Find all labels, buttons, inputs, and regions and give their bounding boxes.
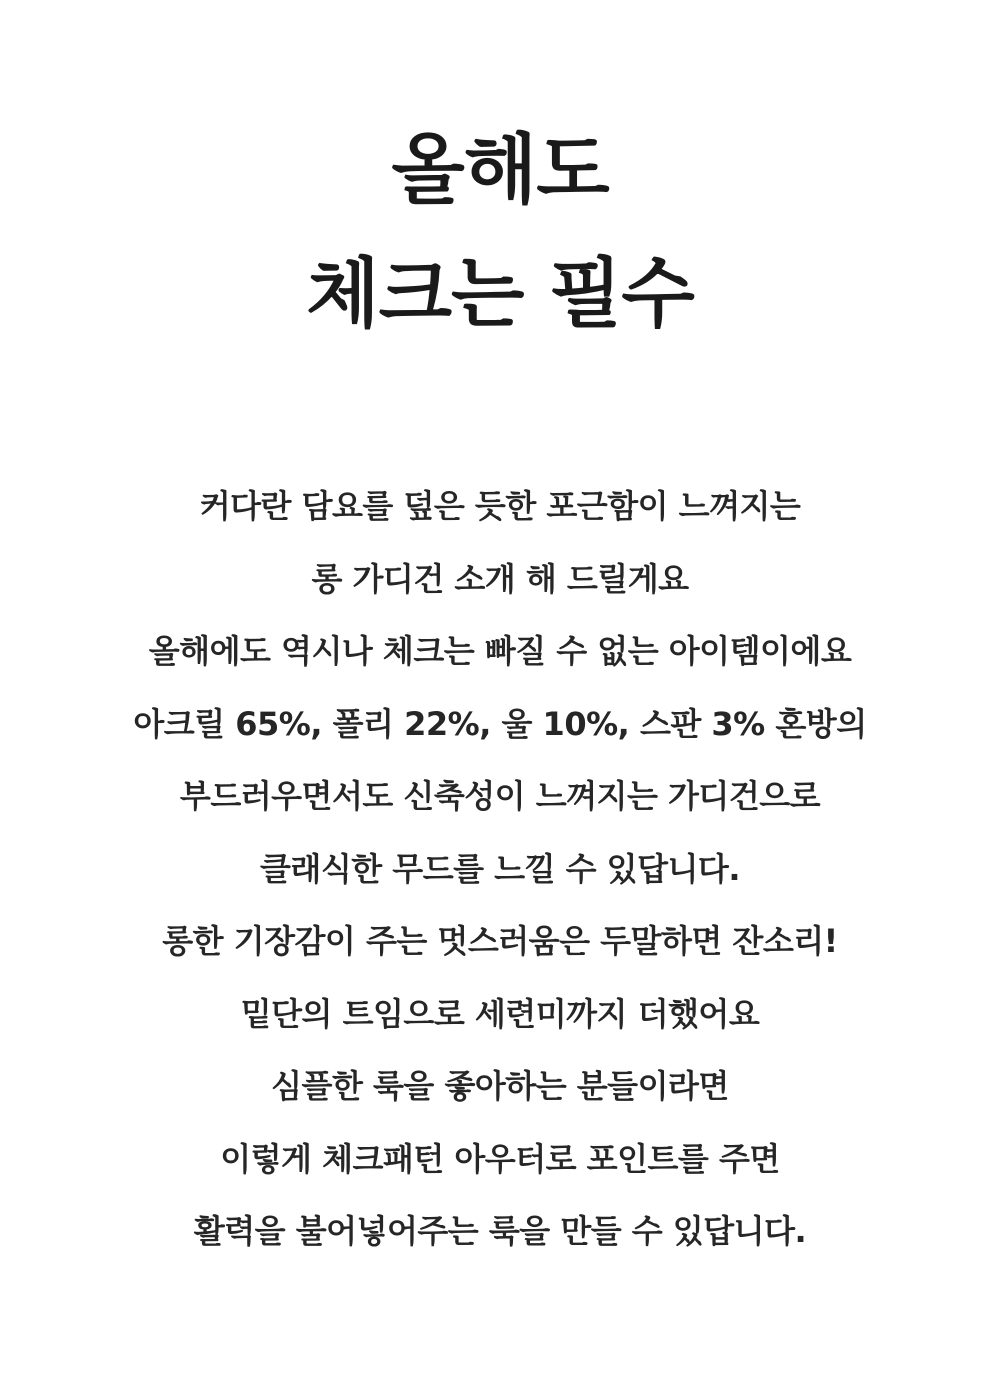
product-description: [0, 470, 1000, 1268]
description-line-3: 올해에도 역시나 체크는 빠질 수 없는 아이템이에요: [148, 632, 852, 670]
description-line-4: 아크릴 65%, 폴리 22%, 울 10%, 스판 3% 혼방의: [133, 704, 867, 743]
description-line-11: 활력을 불어넣어주는 룩을 만들 수 있답니다.: [193, 1212, 807, 1250]
description-line-1: 커다란 담요를 덮은 듯한 포근함이 느껴지는: [199, 487, 801, 525]
description-line-10: 이렇게 체크패턴 아우터로 포인트를 주면: [220, 1139, 780, 1178]
description-line-9: 심플한 룩을 좋아하는 분들이라면: [271, 1067, 729, 1105]
headline-line-1: 올해도: [391, 125, 609, 214]
description-line-6: 클래식한 무드를 느낄 수 있답니다.: [260, 849, 740, 888]
description-line-2: 롱 가디건 소개 해 드릴게요: [311, 559, 689, 598]
description-line-8: 밑단의 트임으로 세련미까지 더했어요: [240, 994, 760, 1033]
headline: [0, 108, 1000, 356]
headline-line-2: 체크는 필수: [306, 249, 694, 338]
description-line-5: 부드러우면서도 신축성이 느껴지는 가디건으로: [179, 777, 821, 815]
description-line-7: 롱한 기장감이 주는 멋스러움은 두말하면 잔소리!: [162, 922, 838, 960]
